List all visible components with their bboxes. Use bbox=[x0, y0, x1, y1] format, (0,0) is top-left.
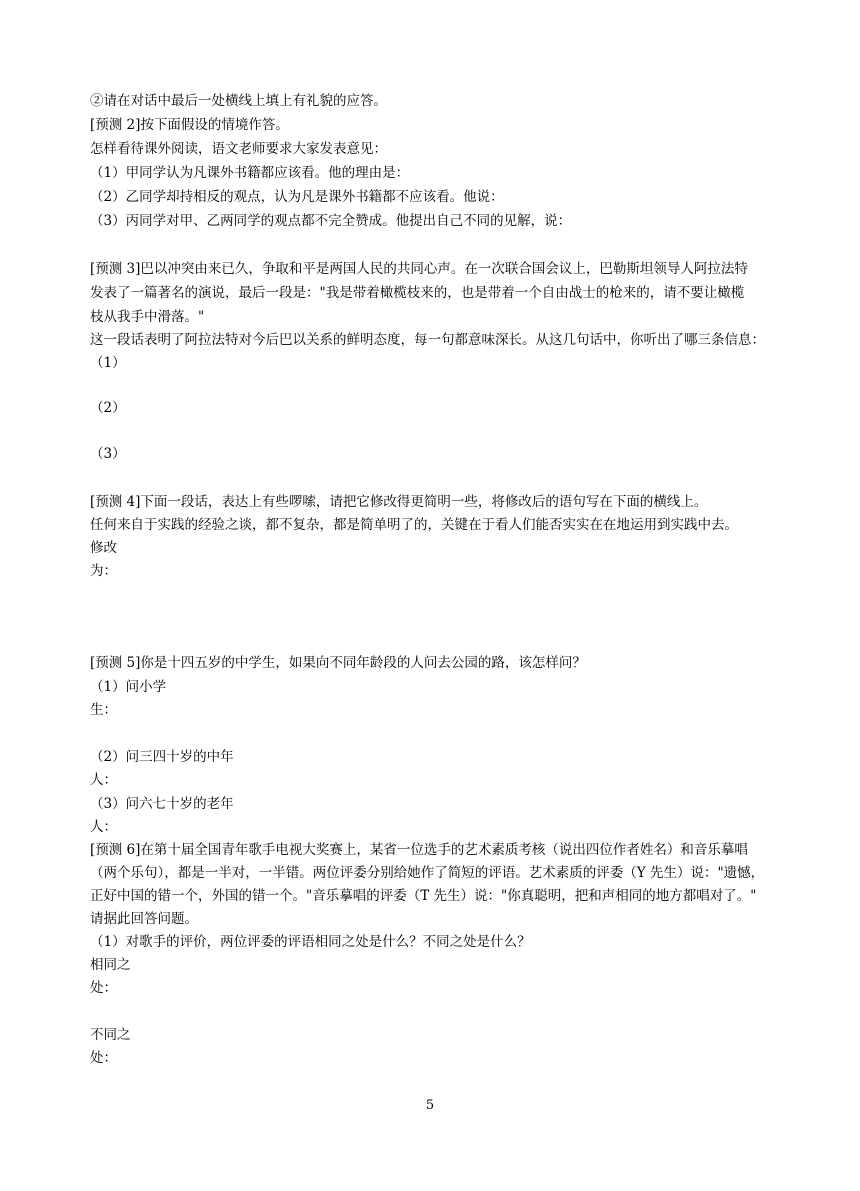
text-line: 任何来自于实践的经验之谈，都不复杂，都是简单明了的，关键在于看人们能否实实在在地运用到实践中去。 bbox=[90, 517, 738, 533]
text-line: （2）乙同学却持相反的观点，认为凡是课外书籍都不应该看。他说： bbox=[90, 189, 504, 205]
text-line: 发表了一篇著名的演说，最后一段是："我是带着橄榄枝来的，也是带着一个自由战士的枪来的，请不要让橄榄 bbox=[90, 285, 745, 301]
page-number: 5 bbox=[425, 1098, 435, 1113]
text-line: 修改 bbox=[90, 540, 117, 556]
text-line: 处： bbox=[90, 1050, 117, 1066]
text-line: 人： bbox=[90, 772, 117, 788]
text-line: 枝从我手中滑落。" bbox=[90, 309, 205, 325]
text-line: 怎样看待课外阅读，语文老师要求大家发表意见： bbox=[90, 141, 387, 157]
text-line: 相同之 bbox=[90, 957, 131, 973]
text-line: [预测 4]下面一段话，表达上有些啰嗦，请把它修改得更简明一些，将修改后的语句写在下面的横线上。 bbox=[90, 494, 708, 510]
text-line: [预测 2]按下面假设的情境作答。 bbox=[90, 117, 289, 133]
text-line: （3）丙同学对甲、乙两同学的观点都不完全赞成。他提出自己不同的见解，说： bbox=[90, 213, 572, 229]
text-line: 处： bbox=[90, 980, 117, 996]
text-line: （3） bbox=[90, 446, 126, 462]
text-line: 为： bbox=[90, 563, 117, 579]
text-line: （2） bbox=[90, 400, 126, 416]
text-line: [预测 3]巴以冲突由来已久，争取和平是两国人民的共同心声。在一次联合国会议上，巴勒斯坦领导人阿拉法特 bbox=[90, 261, 748, 277]
text-line: （1）对歌手的评价，两位评委的评语相同之处是什么？不同之处是什么？ bbox=[90, 934, 531, 950]
text-line: ②请在对话中最后一处横线上填上有礼貌的应答。 bbox=[90, 93, 387, 109]
text-line: 人： bbox=[90, 819, 117, 835]
text-line: 正好中国的错一个，外国的错一个。"音乐摹唱的评委（T 先生）说："你真聪明，把和声相同的地方都唱对了。" bbox=[90, 888, 757, 904]
text-line: （1） bbox=[90, 355, 126, 371]
text-line: [预测 5]你是十四五岁的中学生，如果向不同年龄段的人问去公园的路，该怎样问？ bbox=[90, 655, 586, 671]
text-line: （1）问小学 bbox=[90, 679, 167, 695]
text-line: [预测 6]在第十届全国青年歌手电视大奖赛上，某省一位选手的艺术素质考核（说出四位作者姓名）和音乐摹唱 bbox=[90, 842, 748, 858]
text-line: 不同之 bbox=[90, 1027, 131, 1043]
text-line: 请据此回答问题。 bbox=[90, 911, 198, 927]
text-line: （1）甲同学认为凡课外书籍都应该看。他的理由是： bbox=[90, 165, 410, 181]
text-line: （3）问六七十岁的老年 bbox=[90, 796, 234, 812]
text-line: 这一段话表明了阿拉法特对今后巴以关系的鲜明态度，每一句都意味深长。从这几句话中，你听出了哪三条信息： bbox=[90, 332, 765, 348]
text-line: （2）问三四十岁的中年 bbox=[90, 749, 234, 765]
text-line: 生： bbox=[90, 702, 117, 718]
text-line: （两个乐句），都是一半对，一半错。两位评委分别给她作了简短的评语。艺术素质的评委（Y 先生）说："遗憾， bbox=[90, 865, 765, 881]
